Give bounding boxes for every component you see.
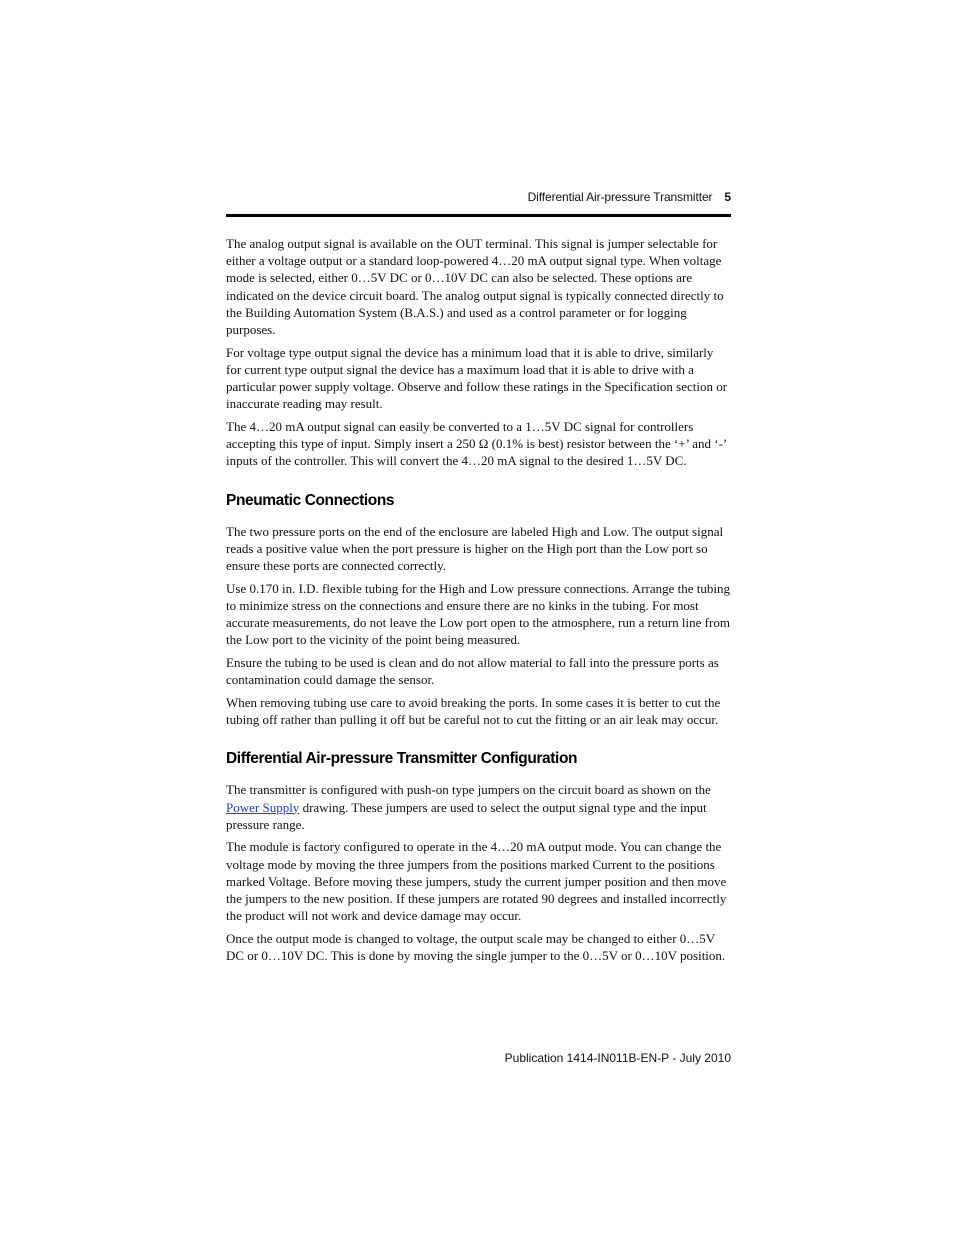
paragraph-factory-config: The module is factory configured to operate in the 4…20 mA output mode. You can change the voltage mode by moving the three jumpers from the positions marked Current to the positions marked Voltage. Before moving these jumpers, study the current jumper position and then move the jumpers to the new position. If these jumpers are rotated 90 degrees and installed incorrectly the product will not work and device damage may occur. [226,839,727,924]
paragraph-signal-conversion: The 4…20 mA output signal can easily be converted to a 1…5V DC signal for controllers accepting this type of input. Simply insert a 250 Ω (0.1% is best) resistor between the ‘+’ and ‘-’ inputs of the controller. This will convert the 4…20 mA signal to the desired 1…5V DC. [226,419,727,469]
header-rule [226,214,731,217]
page-number: 5 [724,190,731,204]
heading-transmitter-configuration: Differential Air-pressure Transmitter Configuration [226,750,578,768]
paragraph-jumpers [226,781,731,833]
paragraph-analog-output: The analog output signal is available on the OUT terminal. This signal is jumper selectable for either a voltage output or a standard loop-powered 4…20 mA output signal type. When voltage mode is selected, either 0…5V DC or 0…10V DC can also be selected. These options are indicated on the device circuit board. The analog output signal is typically connected directly to the Building Automation System (B.A.S.) and used as a control parameter or for logging purposes. [226,236,724,338]
running-header [226,190,731,212]
paragraph-pressure-ports: The two pressure ports on the end of the enclosure are labeled High and Low. The output signal reads a positive value when the port pressure is higher on the High port than the Low port so ensure these ports are connected correctly. [226,523,724,574]
power-supply-link[interactable]: Power Supply [226,799,300,815]
paragraph-load-ratings: For voltage type output signal the device has a minimum load that it is able to drive, similarly for current type output signal the device has a maximum load that it is able to drive with a particular power supply voltage. Observe and follow these ratings in the Specification section or inaccurate reading may result. [226,344,728,412]
paragraph-clean-tubing: Ensure the tubing to be used is clean and do not allow material to fall into the pressure ports as contamination could damage the sensor. [226,655,719,688]
publication-footer: Publication 1414-IN011B-EN-P - July 2010 [504,1051,731,1065]
paragraph-removing-tubing: When removing tubing use care to avoid breaking the ports. In some cases it is better to cut the tubing off rather than pulling it off but be careful not to cut the fitting or an air leak may occur. [226,694,721,728]
paragraph-output-scale: Once the output mode is changed to voltage, the output scale may be changed to either 0…5V DC or 0…10V DC. This is done by moving the single jumper to the 0…5V or 0…10V position. [226,931,726,964]
main-content [226,235,731,970]
paragraph-jumpers-text-b: drawing. These jumpers are used to select the output signal type and the input pressure range. [226,799,707,832]
paragraph-tubing: Use 0.170 in. I.D. flexible tubing for the High and Low pressure connections. Arrange the tubing to minimize stress on the connections and ensure there are no kinks in the tubing. For most accurate measurements, do not leave the Low port open to the atmosphere, run a return line from the Low port to the vicinity of the point being measured. [226,580,730,648]
paragraph-jumpers-text-a: The transmitter is configured with push-on type jumpers on the circuit board as shown on the [226,782,711,798]
running-header-title: Differential Air-pressure Transmitter [527,190,713,204]
heading-pneumatic-connections: Pneumatic Connections [226,491,395,509]
